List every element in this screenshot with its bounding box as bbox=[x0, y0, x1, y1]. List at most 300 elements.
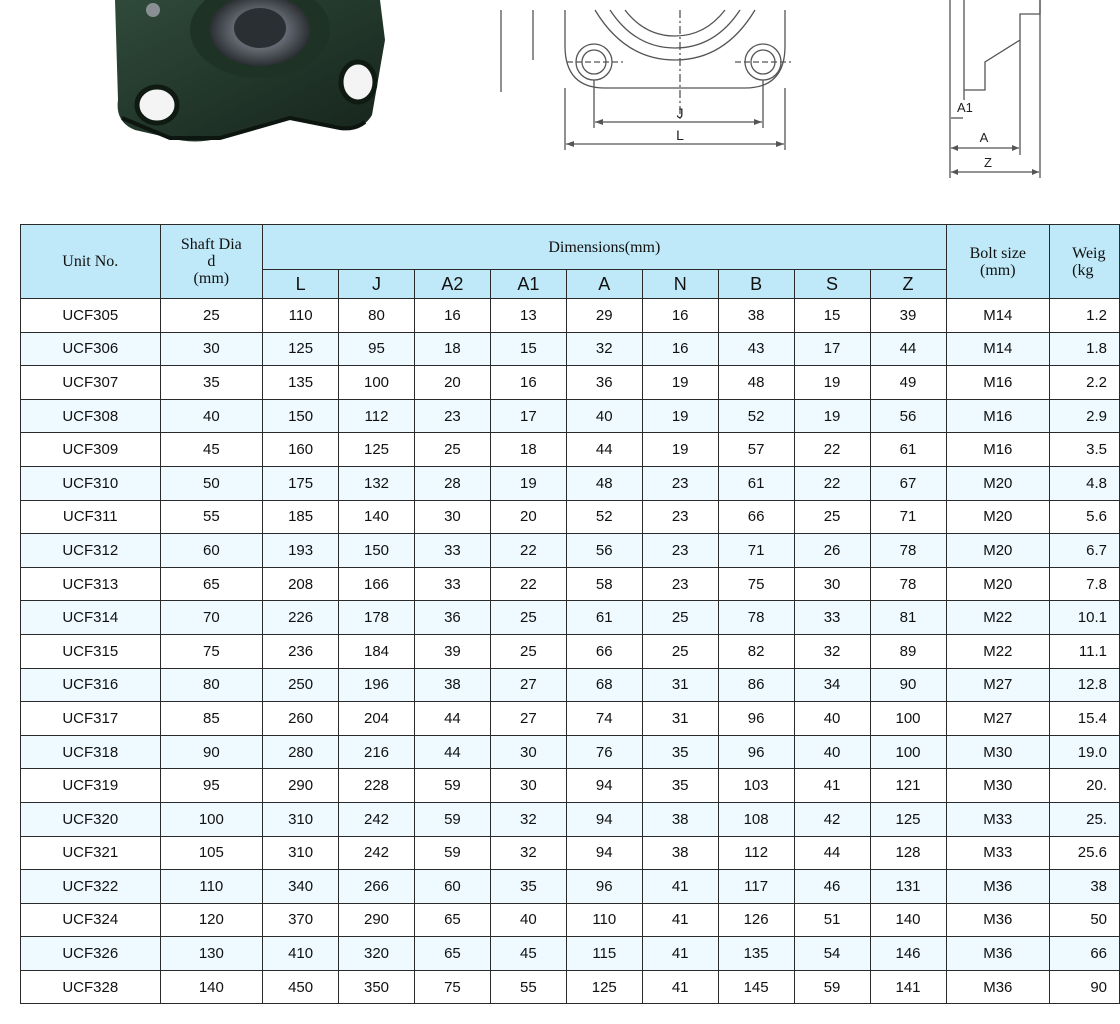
table-cell: 100 bbox=[160, 802, 263, 836]
table-cell: 185 bbox=[263, 500, 339, 534]
table-row bbox=[21, 366, 1120, 400]
table-cell: 16 bbox=[642, 332, 718, 366]
table-cell: 78 bbox=[870, 567, 946, 601]
table-cell: 60 bbox=[414, 870, 490, 904]
dim-label-z: Z bbox=[984, 155, 992, 170]
table-row bbox=[21, 399, 1120, 433]
table-cell: 310 bbox=[263, 802, 339, 836]
table-cell: 178 bbox=[339, 601, 415, 635]
table-cell: 31 bbox=[642, 702, 718, 736]
table-cell: 40 bbox=[160, 399, 263, 433]
table-cell: M30 bbox=[946, 735, 1050, 769]
table-cell: 22 bbox=[490, 534, 566, 568]
table-cell: UCF319 bbox=[21, 769, 161, 803]
header-dim-z: Z bbox=[870, 270, 946, 299]
table-cell: UCF324 bbox=[21, 903, 161, 937]
table-cell: 27 bbox=[490, 668, 566, 702]
table-cell: 100 bbox=[870, 702, 946, 736]
table-cell: 204 bbox=[339, 702, 415, 736]
table-cell: 125 bbox=[870, 802, 946, 836]
table-cell: 25.6 bbox=[1050, 836, 1120, 870]
table-cell: M20 bbox=[946, 500, 1050, 534]
header-dim-a2: A2 bbox=[414, 270, 490, 299]
table-cell: 125 bbox=[339, 433, 415, 467]
table-cell: UCF326 bbox=[21, 937, 161, 971]
table-cell: 30 bbox=[490, 769, 566, 803]
table-cell: 290 bbox=[339, 903, 415, 937]
table-cell: 65 bbox=[414, 937, 490, 971]
table-cell: 39 bbox=[414, 634, 490, 668]
table-cell: 32 bbox=[490, 802, 566, 836]
table-row bbox=[21, 634, 1120, 668]
table-cell: 38 bbox=[414, 668, 490, 702]
table-cell: 36 bbox=[414, 601, 490, 635]
table-cell: 59 bbox=[414, 769, 490, 803]
table-body bbox=[21, 299, 1120, 1004]
table-cell: 26 bbox=[794, 534, 870, 568]
table-cell: M20 bbox=[946, 466, 1050, 500]
table-cell: 30 bbox=[160, 332, 263, 366]
table-cell: 94 bbox=[566, 769, 642, 803]
table-cell: 38 bbox=[1050, 870, 1120, 904]
table-row bbox=[21, 534, 1120, 568]
table-cell: UCF328 bbox=[21, 970, 161, 1004]
dim-label-a: A bbox=[979, 130, 989, 145]
table-cell: 16 bbox=[490, 366, 566, 400]
table-row bbox=[21, 802, 1120, 836]
table-cell: 22 bbox=[794, 466, 870, 500]
table-cell: 35 bbox=[642, 735, 718, 769]
header-unit-no: Unit No. bbox=[21, 225, 161, 299]
table-cell: 66 bbox=[566, 634, 642, 668]
table-cell: 193 bbox=[263, 534, 339, 568]
table-cell: 250 bbox=[263, 668, 339, 702]
table-cell: 290 bbox=[263, 769, 339, 803]
table-cell: M30 bbox=[946, 769, 1050, 803]
table-cell: 95 bbox=[339, 332, 415, 366]
table-cell: 126 bbox=[718, 903, 794, 937]
table-row bbox=[21, 466, 1120, 500]
table-cell: M16 bbox=[946, 433, 1050, 467]
table-cell: UCF312 bbox=[21, 534, 161, 568]
table-cell: 110 bbox=[160, 870, 263, 904]
table-cell: M22 bbox=[946, 634, 1050, 668]
bearing-unit-photo bbox=[100, 0, 400, 150]
table-cell: 410 bbox=[263, 937, 339, 971]
table-cell: 58 bbox=[566, 567, 642, 601]
table-cell: 56 bbox=[566, 534, 642, 568]
table-cell: 78 bbox=[870, 534, 946, 568]
table-cell: 112 bbox=[339, 399, 415, 433]
table-cell: 44 bbox=[414, 735, 490, 769]
table-cell: 216 bbox=[339, 735, 415, 769]
bearing-spec-table bbox=[20, 224, 1120, 1004]
table-cell: 260 bbox=[263, 702, 339, 736]
table-cell: 20 bbox=[414, 366, 490, 400]
table-row bbox=[21, 735, 1120, 769]
table-cell: 23 bbox=[642, 567, 718, 601]
table-cell: 23 bbox=[642, 466, 718, 500]
table-cell: 23 bbox=[414, 399, 490, 433]
table-cell: 103 bbox=[718, 769, 794, 803]
header-dim-j: J bbox=[339, 270, 415, 299]
table-cell: 160 bbox=[263, 433, 339, 467]
table-cell: 120 bbox=[160, 903, 263, 937]
table-cell: 59 bbox=[414, 836, 490, 870]
table-cell: 18 bbox=[490, 433, 566, 467]
table-cell: UCF314 bbox=[21, 601, 161, 635]
table-cell: 82 bbox=[718, 634, 794, 668]
table-cell: M33 bbox=[946, 836, 1050, 870]
table-cell: 450 bbox=[263, 970, 339, 1004]
table-cell: 310 bbox=[263, 836, 339, 870]
table-cell: 2.9 bbox=[1050, 399, 1120, 433]
table-cell: 16 bbox=[414, 299, 490, 333]
header-weight-line1: Weig bbox=[1072, 244, 1106, 262]
table-cell: 145 bbox=[718, 970, 794, 1004]
table-cell: 32 bbox=[490, 836, 566, 870]
table-cell: 370 bbox=[263, 903, 339, 937]
table-cell: M16 bbox=[946, 399, 1050, 433]
table-cell: M27 bbox=[946, 668, 1050, 702]
table-cell: 25 bbox=[490, 601, 566, 635]
table-cell: 25. bbox=[1050, 802, 1120, 836]
table-cell: 350 bbox=[339, 970, 415, 1004]
table-cell: UCF306 bbox=[21, 332, 161, 366]
table-cell: 50 bbox=[1050, 903, 1120, 937]
table-cell: 17 bbox=[490, 399, 566, 433]
table-row bbox=[21, 433, 1120, 467]
table-cell: 19 bbox=[490, 466, 566, 500]
table-row bbox=[21, 601, 1120, 635]
table-cell: 28 bbox=[414, 466, 490, 500]
table-cell: 5.6 bbox=[1050, 500, 1120, 534]
table-cell: 41 bbox=[642, 937, 718, 971]
table-cell: 125 bbox=[263, 332, 339, 366]
table-cell: 40 bbox=[490, 903, 566, 937]
table-row bbox=[21, 937, 1120, 971]
table-cell: 141 bbox=[870, 970, 946, 1004]
table-cell: 266 bbox=[339, 870, 415, 904]
table-cell: 25 bbox=[490, 634, 566, 668]
table-cell: 59 bbox=[414, 802, 490, 836]
table-cell: 33 bbox=[794, 601, 870, 635]
table-cell: 150 bbox=[339, 534, 415, 568]
table-cell: 38 bbox=[642, 802, 718, 836]
table-cell: 55 bbox=[490, 970, 566, 1004]
table-cell: 35 bbox=[160, 366, 263, 400]
dim-label-l: L bbox=[676, 127, 684, 143]
table-cell: 60 bbox=[160, 534, 263, 568]
table-cell: 75 bbox=[160, 634, 263, 668]
table-cell: 38 bbox=[718, 299, 794, 333]
table-cell: 18 bbox=[414, 332, 490, 366]
table-row bbox=[21, 970, 1120, 1004]
table-cell: 90 bbox=[1050, 970, 1120, 1004]
table-cell: 228 bbox=[339, 769, 415, 803]
table-cell: 68 bbox=[566, 668, 642, 702]
table-cell: M36 bbox=[946, 937, 1050, 971]
table-cell: 32 bbox=[566, 332, 642, 366]
table-cell: 44 bbox=[870, 332, 946, 366]
table-cell: 76 bbox=[566, 735, 642, 769]
table-cell: 45 bbox=[490, 937, 566, 971]
table-cell: 40 bbox=[794, 735, 870, 769]
table-row bbox=[21, 870, 1120, 904]
header-dim-n: N bbox=[642, 270, 718, 299]
table-cell: 19 bbox=[794, 366, 870, 400]
table-cell: 33 bbox=[414, 567, 490, 601]
table-cell: UCF322 bbox=[21, 870, 161, 904]
table-cell: 89 bbox=[870, 634, 946, 668]
table-cell: 108 bbox=[718, 802, 794, 836]
table-cell: UCF313 bbox=[21, 567, 161, 601]
header-dim-a1: A1 bbox=[490, 270, 566, 299]
table-cell: UCF316 bbox=[21, 668, 161, 702]
table-cell: 15.4 bbox=[1050, 702, 1120, 736]
table-cell: 117 bbox=[718, 870, 794, 904]
table-cell: 61 bbox=[566, 601, 642, 635]
table-cell: M20 bbox=[946, 567, 1050, 601]
table-cell: 27 bbox=[490, 702, 566, 736]
table-cell: 196 bbox=[339, 668, 415, 702]
table-cell: 32 bbox=[794, 634, 870, 668]
header-bolt-size-line1: Bolt size bbox=[969, 244, 1027, 262]
table-cell: 90 bbox=[870, 668, 946, 702]
table-cell: 23 bbox=[642, 500, 718, 534]
table-cell: 56 bbox=[870, 399, 946, 433]
header-shaft-dia-line3: (mm) bbox=[193, 270, 230, 287]
table-cell: 140 bbox=[339, 500, 415, 534]
table-cell: 25 bbox=[794, 500, 870, 534]
table-cell: 242 bbox=[339, 802, 415, 836]
table-cell: 130 bbox=[160, 937, 263, 971]
table-cell: 15 bbox=[794, 299, 870, 333]
table-row bbox=[21, 769, 1120, 803]
table-cell: 38 bbox=[642, 836, 718, 870]
table-row bbox=[21, 299, 1120, 333]
table-cell: 140 bbox=[160, 970, 263, 1004]
table-cell: 100 bbox=[339, 366, 415, 400]
table-cell: 25 bbox=[414, 433, 490, 467]
table-cell: 96 bbox=[718, 702, 794, 736]
header-shaft-dia bbox=[160, 225, 263, 299]
table-cell: 54 bbox=[794, 937, 870, 971]
table-cell: 135 bbox=[718, 937, 794, 971]
table-cell: 65 bbox=[160, 567, 263, 601]
table-cell: 115 bbox=[566, 937, 642, 971]
table-cell: 140 bbox=[870, 903, 946, 937]
table-row bbox=[21, 500, 1120, 534]
table-cell: 50 bbox=[160, 466, 263, 500]
table-cell: 36 bbox=[566, 366, 642, 400]
table-row bbox=[21, 903, 1120, 937]
table-cell: 52 bbox=[566, 500, 642, 534]
table-cell: 41 bbox=[794, 769, 870, 803]
table-cell: 55 bbox=[160, 500, 263, 534]
table-cell: 110 bbox=[263, 299, 339, 333]
table-cell: UCF311 bbox=[21, 500, 161, 534]
table-cell: 70 bbox=[160, 601, 263, 635]
table-cell: 25 bbox=[160, 299, 263, 333]
table-cell: UCF320 bbox=[21, 802, 161, 836]
table-cell: 35 bbox=[642, 769, 718, 803]
table-cell: 39 bbox=[870, 299, 946, 333]
table-cell: 16 bbox=[642, 299, 718, 333]
table-cell: 150 bbox=[263, 399, 339, 433]
table-cell: 128 bbox=[870, 836, 946, 870]
table-cell: 19 bbox=[794, 399, 870, 433]
table-cell: 71 bbox=[870, 500, 946, 534]
table-cell: 12.8 bbox=[1050, 668, 1120, 702]
table-cell: 125 bbox=[566, 970, 642, 1004]
table-cell: 10.1 bbox=[1050, 601, 1120, 635]
header-dim-a: A bbox=[566, 270, 642, 299]
header-weight-line2: (kg bbox=[1072, 261, 1094, 279]
table-cell: 46 bbox=[794, 870, 870, 904]
table-row bbox=[21, 836, 1120, 870]
table-row bbox=[21, 567, 1120, 601]
table-cell: 242 bbox=[339, 836, 415, 870]
table-cell: 6.7 bbox=[1050, 534, 1120, 568]
table-cell: 1.8 bbox=[1050, 332, 1120, 366]
table-cell: 280 bbox=[263, 735, 339, 769]
side-view-drawing bbox=[940, 0, 1060, 185]
table-cell: 31 bbox=[642, 668, 718, 702]
table-cell: 30 bbox=[794, 567, 870, 601]
table-cell: 19 bbox=[642, 433, 718, 467]
front-view-drawing bbox=[495, 0, 815, 160]
table-cell: M36 bbox=[946, 970, 1050, 1004]
table-cell: 52 bbox=[718, 399, 794, 433]
table-cell: 41 bbox=[642, 870, 718, 904]
table-cell: 19 bbox=[642, 366, 718, 400]
table-cell: 29 bbox=[566, 299, 642, 333]
dim-label-a1: A1 bbox=[957, 100, 973, 115]
table-cell: 94 bbox=[566, 802, 642, 836]
table-cell: 66 bbox=[718, 500, 794, 534]
table-cell: 23 bbox=[642, 534, 718, 568]
table-cell: 226 bbox=[263, 601, 339, 635]
table-cell: 48 bbox=[566, 466, 642, 500]
dim-label-j: J bbox=[676, 105, 684, 121]
table-cell: UCF317 bbox=[21, 702, 161, 736]
table-cell: 75 bbox=[414, 970, 490, 1004]
table-cell: 51 bbox=[794, 903, 870, 937]
table-cell: M27 bbox=[946, 702, 1050, 736]
table-row bbox=[21, 668, 1120, 702]
table-cell: 25 bbox=[642, 634, 718, 668]
header-bolt-size-line2: (mm) bbox=[980, 261, 1016, 279]
table-row bbox=[21, 702, 1120, 736]
table-cell: 19.0 bbox=[1050, 735, 1120, 769]
table-cell: 95 bbox=[160, 769, 263, 803]
table-cell: 22 bbox=[490, 567, 566, 601]
table-cell: 100 bbox=[870, 735, 946, 769]
table-cell: 61 bbox=[870, 433, 946, 467]
table-cell: 71 bbox=[718, 534, 794, 568]
table-cell: 146 bbox=[870, 937, 946, 971]
table-cell: 43 bbox=[718, 332, 794, 366]
table-cell: 78 bbox=[718, 601, 794, 635]
table-cell: 184 bbox=[339, 634, 415, 668]
table-cell: 175 bbox=[263, 466, 339, 500]
header-dim-l: L bbox=[263, 270, 339, 299]
table-cell: 96 bbox=[566, 870, 642, 904]
table-cell: 166 bbox=[339, 567, 415, 601]
table-cell: 85 bbox=[160, 702, 263, 736]
table-cell: 340 bbox=[263, 870, 339, 904]
table-cell: M33 bbox=[946, 802, 1050, 836]
table-cell: 65 bbox=[414, 903, 490, 937]
table-cell: 112 bbox=[718, 836, 794, 870]
table-cell: 135 bbox=[263, 366, 339, 400]
table-cell: 105 bbox=[160, 836, 263, 870]
header-shaft-dia-line1: Shaft Dia bbox=[180, 236, 242, 253]
table-cell: UCF315 bbox=[21, 634, 161, 668]
table-cell: 20 bbox=[490, 500, 566, 534]
table-cell: M22 bbox=[946, 601, 1050, 635]
table-cell: 25 bbox=[642, 601, 718, 635]
table-cell: M16 bbox=[946, 366, 1050, 400]
table-cell: 86 bbox=[718, 668, 794, 702]
table-cell: 208 bbox=[263, 567, 339, 601]
header-bolt-size bbox=[946, 225, 1050, 299]
table-cell: 34 bbox=[794, 668, 870, 702]
table-cell: M36 bbox=[946, 870, 1050, 904]
table-cell: 48 bbox=[718, 366, 794, 400]
table-cell: 42 bbox=[794, 802, 870, 836]
table-cell: 132 bbox=[339, 466, 415, 500]
table-cell: 35 bbox=[490, 870, 566, 904]
table-cell: 20. bbox=[1050, 769, 1120, 803]
header-shaft-dia-line2: d bbox=[207, 253, 216, 270]
table-cell: 41 bbox=[642, 903, 718, 937]
table-cell: 74 bbox=[566, 702, 642, 736]
table-cell: UCF308 bbox=[21, 399, 161, 433]
table-cell: 75 bbox=[718, 567, 794, 601]
table-cell: 7.8 bbox=[1050, 567, 1120, 601]
table-cell: UCF305 bbox=[21, 299, 161, 333]
header-dimensions: Dimensions(mm) bbox=[263, 225, 946, 270]
header-weight bbox=[1050, 225, 1120, 299]
table-cell: 61 bbox=[718, 466, 794, 500]
table-cell: 19 bbox=[642, 399, 718, 433]
table-cell: UCF309 bbox=[21, 433, 161, 467]
table-cell: UCF310 bbox=[21, 466, 161, 500]
table-cell: 30 bbox=[414, 500, 490, 534]
table-cell: 15 bbox=[490, 332, 566, 366]
table-cell: 22 bbox=[794, 433, 870, 467]
table-cell: 2.2 bbox=[1050, 366, 1120, 400]
table-cell: 236 bbox=[263, 634, 339, 668]
table-cell: 94 bbox=[566, 836, 642, 870]
table-cell: 110 bbox=[566, 903, 642, 937]
table-cell: 67 bbox=[870, 466, 946, 500]
table-cell: 49 bbox=[870, 366, 946, 400]
table-cell: 44 bbox=[794, 836, 870, 870]
table-row bbox=[21, 332, 1120, 366]
table-cell: 11.1 bbox=[1050, 634, 1120, 668]
table-cell: 57 bbox=[718, 433, 794, 467]
table-cell: 17 bbox=[794, 332, 870, 366]
table-cell: 80 bbox=[160, 668, 263, 702]
table-cell: 66 bbox=[1050, 937, 1120, 971]
table-cell: M14 bbox=[946, 332, 1050, 366]
table-cell: 45 bbox=[160, 433, 263, 467]
table-cell: 80 bbox=[339, 299, 415, 333]
table-cell: 320 bbox=[339, 937, 415, 971]
